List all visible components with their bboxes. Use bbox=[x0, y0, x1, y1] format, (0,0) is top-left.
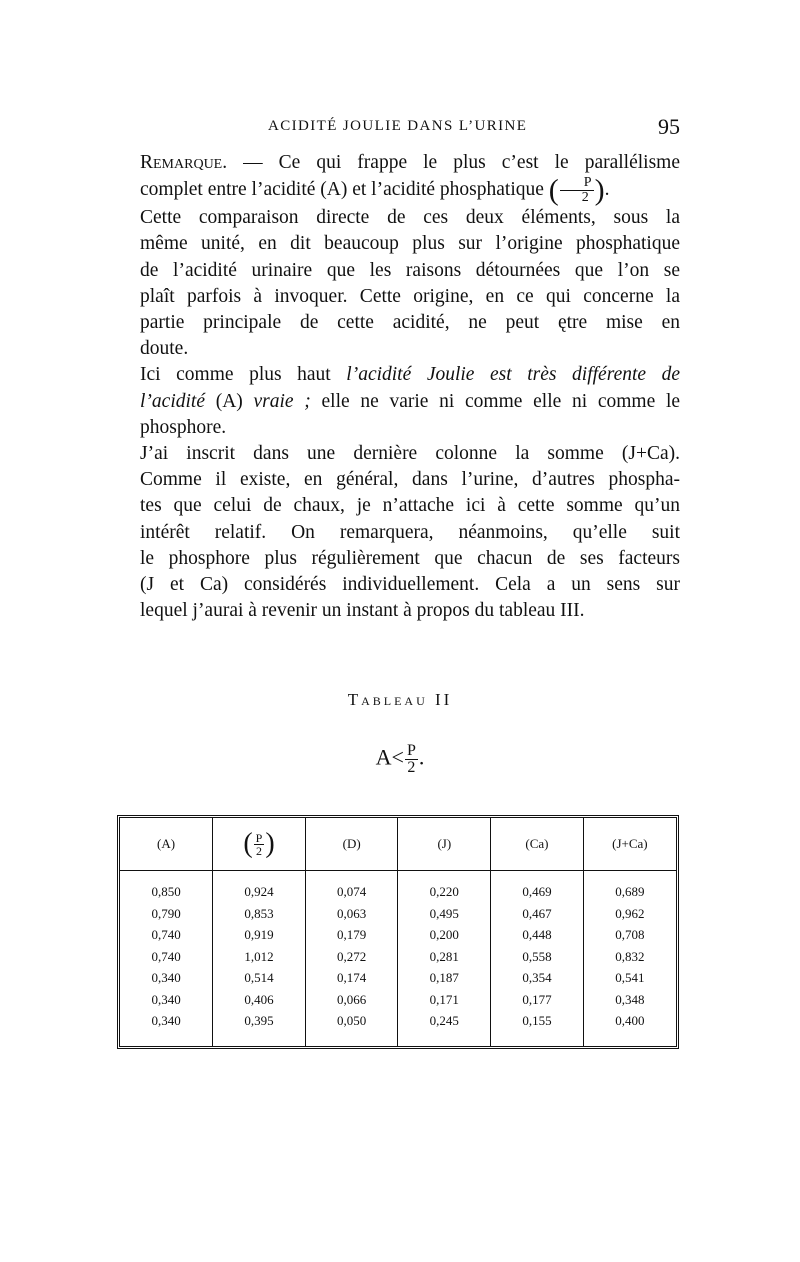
text-span: elle ne varie ni comme elle ni comme le bbox=[321, 390, 681, 412]
table-cell: 0,689 bbox=[615, 884, 645, 899]
header-p-over-2 bbox=[213, 818, 306, 871]
table-cell: 0,514 bbox=[244, 970, 274, 985]
table-cell: 0,340 bbox=[151, 970, 181, 985]
paren-open: ( bbox=[243, 828, 253, 859]
table-title: Tableau II bbox=[347, 690, 453, 709]
table-cell: 0,853 bbox=[244, 905, 274, 921]
table-cell: 0,740 bbox=[151, 948, 181, 964]
text-line: le phosphore plus régulièrement que chacun de ses facteurs bbox=[140, 547, 680, 569]
table-cell: 0,063 bbox=[337, 905, 367, 921]
column-d bbox=[305, 871, 398, 1047]
paragraph-ici bbox=[118, 362, 680, 441]
formula bbox=[0, 743, 800, 776]
paren-close: ) bbox=[265, 828, 275, 859]
table-cell: 0,924 bbox=[244, 884, 274, 899]
table-cell: 0,467 bbox=[522, 905, 552, 921]
page-number: 95 bbox=[658, 114, 680, 139]
running-header bbox=[118, 114, 680, 144]
table-cell: 0,448 bbox=[522, 927, 552, 942]
italic-text: l’acidité bbox=[140, 390, 205, 412]
table-cell: 0,174 bbox=[337, 970, 367, 985]
text-line: même unité, en dit beaucoup plus sur l’origine phosphatique bbox=[140, 233, 680, 255]
paragraph-remarque bbox=[118, 150, 680, 205]
text-line: (J et Ca) considérés individuellement. Cela a un sens sur bbox=[140, 574, 680, 596]
table-cell: 0,406 bbox=[244, 991, 274, 1007]
table-cell: 0,155 bbox=[522, 1013, 552, 1028]
formula-left: A bbox=[375, 744, 392, 770]
table-cell: 0,340 bbox=[151, 991, 181, 1007]
text-line: Comme il existe, en général, dans l’urine, d’autres phospha- bbox=[140, 469, 680, 491]
table-cell: 0,850 bbox=[151, 884, 181, 899]
text-line bbox=[118, 150, 680, 176]
fraction-numerator: P bbox=[406, 742, 416, 759]
text-line bbox=[118, 173, 680, 207]
text-span: (A) bbox=[215, 390, 243, 412]
fraction-denominator: 2 bbox=[581, 190, 589, 206]
text-line bbox=[118, 389, 680, 415]
text-line: lequel j’aurai à revenir un instant à propos du tableau III. bbox=[140, 600, 585, 622]
table-cell: 0,066 bbox=[337, 991, 367, 1007]
text-line: phosphore. bbox=[140, 416, 227, 438]
table-cell: 0,354 bbox=[522, 970, 552, 985]
text-span: Ici comme plus haut bbox=[140, 364, 331, 386]
table-cell: 0,541 bbox=[615, 970, 645, 985]
formula-operator: < bbox=[391, 744, 404, 770]
fraction-numerator: P bbox=[255, 830, 263, 845]
text-line: intérêt relatif. On remarquera, néanmoins, qu’elle suit bbox=[140, 521, 680, 543]
text-line: de l’acidité urinaire que les raisons détournées que l’on se bbox=[140, 259, 680, 281]
table-cell: 0,050 bbox=[337, 1013, 367, 1028]
table-cell: 0,220 bbox=[429, 884, 459, 899]
data-table-frame bbox=[117, 815, 679, 1049]
fraction-p-over-2 bbox=[560, 176, 594, 205]
table-cell: 0,919 bbox=[244, 927, 274, 942]
header-a: (A) bbox=[120, 818, 213, 871]
paragraph-comparaison bbox=[118, 205, 680, 362]
text-span: complet entre l’acidité (A) et l’acidité phosphatique bbox=[140, 179, 544, 201]
text-line: tes que celui de chaux, je n’attache ici à cette somme qu’un bbox=[140, 495, 680, 517]
fraction-denominator: 2 bbox=[255, 843, 262, 858]
table-cell: 0,469 bbox=[522, 884, 552, 899]
table-cell: 0,245 bbox=[429, 1013, 459, 1028]
table-body-row bbox=[120, 871, 676, 1047]
formula-fraction bbox=[405, 743, 418, 776]
column-j bbox=[398, 871, 491, 1047]
table-cell: 0,832 bbox=[615, 948, 645, 964]
data-table bbox=[120, 818, 676, 1046]
column-ca bbox=[491, 871, 584, 1047]
header-ca: (Ca) bbox=[491, 818, 584, 871]
running-title: ACIDITÉ JOULIE DANS L’URINE bbox=[268, 118, 528, 134]
table-cell: 0,495 bbox=[429, 905, 459, 921]
italic-text: l’acidité Joulie est très différente de bbox=[346, 364, 681, 386]
header-j-plus-ca: (J+Ca) bbox=[583, 818, 676, 871]
table-cell: 0,179 bbox=[337, 927, 367, 942]
table-cell: 0,400 bbox=[615, 1013, 645, 1028]
body-text bbox=[118, 150, 680, 624]
table-cell: 0,187 bbox=[429, 970, 459, 985]
fraction-numerator: P bbox=[560, 176, 594, 191]
italic-text: vraie ; bbox=[253, 390, 311, 412]
paren-open: ( bbox=[548, 173, 559, 207]
text-line: plaît parfois à invoquer. Cette origine, en ce qui concerne la bbox=[140, 285, 680, 307]
table-cell: 0,272 bbox=[337, 948, 367, 964]
table-cell: 0,281 bbox=[429, 948, 459, 964]
text-span: . bbox=[604, 179, 610, 201]
fraction-denominator: 2 bbox=[407, 759, 416, 776]
header-j: (J) bbox=[398, 818, 491, 871]
table-cell: 1,012 bbox=[244, 948, 274, 964]
table-cell: 0,962 bbox=[615, 905, 645, 921]
text-line: Cette comparaison directe de ces deux éléments, sous la bbox=[140, 207, 680, 229]
column-j-plus-ca bbox=[583, 871, 676, 1047]
table-header-row bbox=[120, 818, 676, 871]
table-cell: 0,348 bbox=[615, 991, 645, 1007]
text-line: J’ai inscrit dans une dernière colonne la somme (J+Ca). bbox=[140, 443, 680, 465]
table-cell: 0,395 bbox=[244, 1013, 274, 1028]
header-fraction bbox=[254, 832, 265, 857]
text-line: partie principale de cette acidité, ne peut ętre mise en bbox=[140, 312, 680, 334]
table-cell: 0,200 bbox=[429, 927, 459, 942]
table-cell: 0,790 bbox=[151, 905, 181, 921]
table-cell: 0,708 bbox=[615, 927, 645, 942]
text-span: — Ce qui frappe le plus c’est le parallélisme bbox=[243, 152, 680, 173]
table-cell: 0,340 bbox=[151, 1013, 181, 1028]
table-cell: 0,074 bbox=[337, 884, 367, 899]
column-a bbox=[120, 871, 213, 1047]
table-cell: 0,177 bbox=[522, 991, 552, 1007]
text-line: doute. bbox=[140, 338, 189, 360]
table-cell: 0,740 bbox=[151, 927, 181, 942]
header-d: (D) bbox=[305, 818, 398, 871]
paragraph-jai-inscrit bbox=[118, 441, 680, 624]
column-p-over-2 bbox=[213, 871, 306, 1047]
formula-end: . bbox=[418, 744, 425, 770]
table-cell: 0,558 bbox=[522, 948, 552, 964]
remarque-label: Remarque. bbox=[140, 152, 228, 173]
text-line bbox=[118, 362, 680, 388]
paren-close: ) bbox=[594, 173, 605, 207]
table-cell: 0,171 bbox=[429, 991, 459, 1007]
